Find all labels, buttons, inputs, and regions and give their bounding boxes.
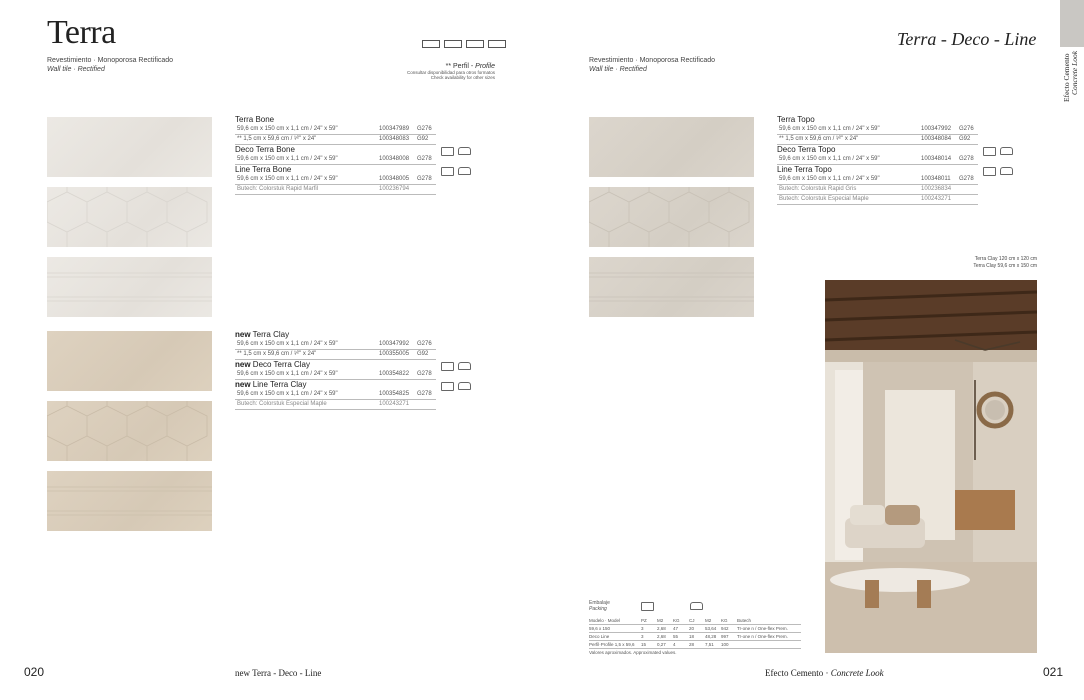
row-size: 59,6 cm x 150 cm x 1,1 cm / 24" x 59" [779,126,880,132]
row-code: 100355005 [379,351,410,357]
row-g: G278 [959,176,974,182]
product-table-bone [235,115,436,195]
packing-cell: PZ [641,618,647,623]
packing-box-icon [458,362,471,370]
product-name [235,115,436,125]
tile-terra-topo [589,117,754,177]
row-size: ** 1,5 cm x 59,6 cm / ¹⁄²" x 24" [779,136,859,142]
row-size: ** 1,5 cm x 59,6 cm / ¹⁄²" x 24" [237,136,317,142]
right-footer-text: Efecto Cemento · [765,668,831,678]
profile-label-es: ** Perfil - [445,63,476,70]
packing-cell: 20 [689,626,695,631]
packing-cell: 55 [673,634,679,639]
product-name-text: Deco Terra Clay [250,360,310,369]
packing-cell: CJ [689,618,695,623]
product-name-text: Terra Topo [777,115,815,124]
tile-deco-terra-clay [47,401,212,461]
packing-cell: M2 [657,618,664,623]
tile-layout-icon [441,362,454,371]
packing-cell: Deco Line [589,634,610,639]
row-size: 59,6 cm x 150 cm x 1,1 cm / 24" x 59" [237,156,338,162]
row-g: G276 [417,126,432,132]
packing-note: Valores aproximados. Approximated values. [589,650,677,655]
left-subtitle-en: Wall tile · Rectified [47,66,105,73]
packing-cell: 942 [721,626,729,631]
right-footer [765,668,884,678]
tile-layout-icon [441,382,454,391]
row-g: G276 [959,126,974,132]
row-code: 100348008 [379,156,410,162]
tile-layout-icon [441,167,454,176]
profile-section-icon [422,40,440,48]
tile-terra-bone [47,117,212,177]
packing-cell: 4 [673,642,676,647]
row-g: G92 [959,136,971,142]
profile-note-en: Check availability for other sizes [430,75,495,80]
row-code: 100348083 [379,136,410,142]
table-row [235,340,436,350]
row-code: 100354825 [379,391,410,397]
row-g: G278 [959,156,974,162]
table-row [235,350,436,360]
table-row [235,125,436,135]
section-tab-en: Concrete Look [1070,50,1079,95]
row-code: 100236794 [379,186,410,192]
profile-section-icon [444,40,462,48]
profile-note [380,70,495,80]
right-page-number: 021 [1043,665,1064,679]
packing-cell: 28 [689,642,695,647]
packing-box-icon [1000,147,1013,155]
section-tab-label [1060,50,1084,110]
row-g: G278 [417,156,432,162]
left-footer [235,668,321,678]
left-footer-text: Terra - Deco - Line [252,668,322,678]
profile-label-en: Profile [475,63,495,70]
packing-rows [589,617,801,649]
product-name-text: Deco Terra Topo [777,145,836,154]
tile-line-terra-clay [47,471,212,531]
packing-cell: 59,6 x 150 [589,626,611,631]
row-size: 59,6 cm x 150 cm x 1,1 cm / 24" x 59" [237,371,338,377]
right-footer-text-en: Concrete Look [830,668,884,678]
product-name [235,360,436,370]
packing-cell: 2,68 [657,634,666,639]
packing-cell: 47 [673,626,679,631]
packing-cell: 2,68 [657,626,666,631]
packing-cell: M2 [705,618,712,623]
tile-layout-icon [441,147,454,156]
right-subtitle [589,56,715,74]
row-g: G276 [417,341,432,347]
right-subtitle-en: Wall tile · Rectified [589,66,647,73]
packing-cell: 7,51 [705,642,714,647]
tile-deco-terra-topo [589,187,754,247]
row-code: 100348005 [379,176,410,182]
photo-caption [900,256,1037,270]
profile-icons [422,40,506,48]
product-icons [441,382,471,391]
left-subtitle-es: Revestimiento · Monoporosa Rectificado [47,57,174,64]
section-tab-es: Efecto Cemento [1062,53,1071,102]
row-size: 59,6 cm x 150 cm x 1,1 cm / 24" x 59" [237,126,338,132]
row-code: 100348011 [921,176,951,182]
table-row [235,175,436,185]
packing-cell: 15 [641,642,647,647]
row-size: 59,6 cm x 150 cm x 1,1 cm / 24" x 59" [237,391,338,397]
packing-box-icon [458,167,471,175]
row-g: G92 [417,136,429,142]
tile-terra-clay [47,331,212,391]
packing-box-icon [458,382,471,390]
row-size: Butech: Colorstuk Rapid Marfil [237,186,319,192]
left-page-title: Terra [47,14,116,51]
packing-cell: KG [673,618,680,623]
row-code: 100347992 [921,126,952,132]
product-name [235,380,436,390]
packing-cell: 18 [689,634,695,639]
packing-cell: 3 [641,626,644,631]
table-row [777,155,978,165]
packing-cell: 53,64 [705,626,717,631]
profile-section-icon [466,40,484,48]
packing-box-icon [641,602,654,611]
table-row [589,641,801,649]
row-g: G278 [417,176,432,182]
product-icons [441,362,471,371]
row-code: 100243271 [921,196,952,202]
product-icons [441,147,471,156]
left-page-number: 020 [24,665,45,679]
product-name-text: Deco Terra Bone [235,145,295,154]
table-row [235,370,436,380]
packing-cell [737,641,801,648]
table-row [777,135,978,145]
packing-cell: 100 [721,642,729,647]
room-photo [825,280,1037,653]
profile-note-es: Consultar disponibilidad para otros formatos [406,70,495,75]
product-new-tag: new [235,380,251,389]
table-row [235,185,436,195]
row-size: 59,6 cm x 150 cm x 1,1 cm / 24" x 59" [237,176,338,182]
row-g: G278 [417,371,432,377]
table-row [777,195,978,205]
photo-caption-1: Terra Clay 120 cm x 120 cm [974,256,1037,262]
profile-label [395,63,495,70]
product-name-text: Line Terra Bone [235,165,292,174]
table-row [235,135,436,145]
row-size: 59,6 cm x 150 cm x 1,1 cm / 24" x 59" [779,156,880,162]
table-row [235,390,436,400]
table-row [777,125,978,135]
product-name [777,145,978,155]
packing-table [589,600,801,656]
packing-cell: KG [721,618,728,623]
row-code: 100348014 [921,156,952,162]
packing-cell: 48,28 [705,634,717,639]
row-size: ** 1,5 cm x 59,6 cm / ¹⁄²" x 24" [237,351,317,357]
row-size: 59,6 cm x 150 cm x 1,1 cm / 24" x 59" [237,341,338,347]
tile-deco-terra-bone [47,187,212,247]
table-row [777,185,978,195]
left-footer-new: new [235,668,250,678]
packing-label-en: Packing [589,606,607,612]
packing-cell: Tr-one n / One-flex Prem. [737,626,788,631]
product-name [235,330,436,340]
right-subtitle-es: Revestimiento · Monoporosa Rectificado [589,57,716,64]
row-size: 59,6 cm x 150 cm x 1,1 cm / 24" x 59" [779,176,880,182]
product-name-text: Terra Clay [250,330,290,339]
table-row [235,400,436,410]
row-size: Butech: Colorstuk Especial Maple [237,401,327,407]
row-code: 100348084 [921,136,952,142]
right-page-title: Terra - Deco - Line [897,29,1037,49]
packing-cell: 3 [641,634,644,639]
packing-header-row [589,617,801,625]
row-size: Butech: Colorstuk Rapid Gris [779,186,857,192]
left-subtitle [47,56,173,74]
packing-cell: Modelo · Model [589,618,621,623]
product-name-text: Line Terra Topo [777,165,832,174]
row-code: 100236834 [921,186,952,192]
packing-cell: Tr-one n / One-flex Prem. [737,634,788,639]
table-row [589,633,801,641]
packing-cell: 0,27 [657,642,666,647]
pallet-icon [690,602,703,610]
table-row [777,175,978,185]
packing-label-es: Embalaje [589,600,610,606]
product-new-tag: new [235,330,251,339]
product-new-tag: new [235,360,251,369]
product-name [777,115,978,125]
section-tab [1060,0,1084,47]
packing-cell: Butech [737,618,752,623]
row-g: G92 [417,351,429,357]
product-icons [983,147,1013,156]
product-icons [983,167,1013,176]
table-row [589,625,801,633]
row-g: G278 [417,391,432,397]
tile-line-terra-bone [47,257,212,317]
product-table-clay [235,330,436,410]
product-name [777,165,978,175]
product-icons [441,167,471,176]
tile-layout-icon [983,167,996,176]
product-name [235,165,436,175]
profile-section-icon [488,40,506,48]
row-code: 100354822 [379,371,410,377]
row-code: 100347992 [379,341,410,347]
packing-box-icon [458,147,471,155]
product-name [235,145,436,155]
packing-box-icon [1000,167,1013,175]
table-row [235,155,436,165]
packing-cell: 997 [721,634,729,639]
tile-layout-icon [983,147,996,156]
row-code: 100347989 [379,126,410,132]
row-code: 100243271 [379,401,410,407]
photo-caption-2: Terra Clay 59,6 cm x 150 cm [973,263,1037,269]
row-size: Butech: Colorstuk Especial Maple [779,196,869,202]
packing-cell: Perfil·Profile 1,5 x 59,6 [589,642,635,647]
product-table-topo [777,115,978,205]
product-name-text: Terra Bone [235,115,275,124]
product-name-text: Line Terra Clay [250,380,307,389]
tile-line-terra-topo [589,257,754,317]
